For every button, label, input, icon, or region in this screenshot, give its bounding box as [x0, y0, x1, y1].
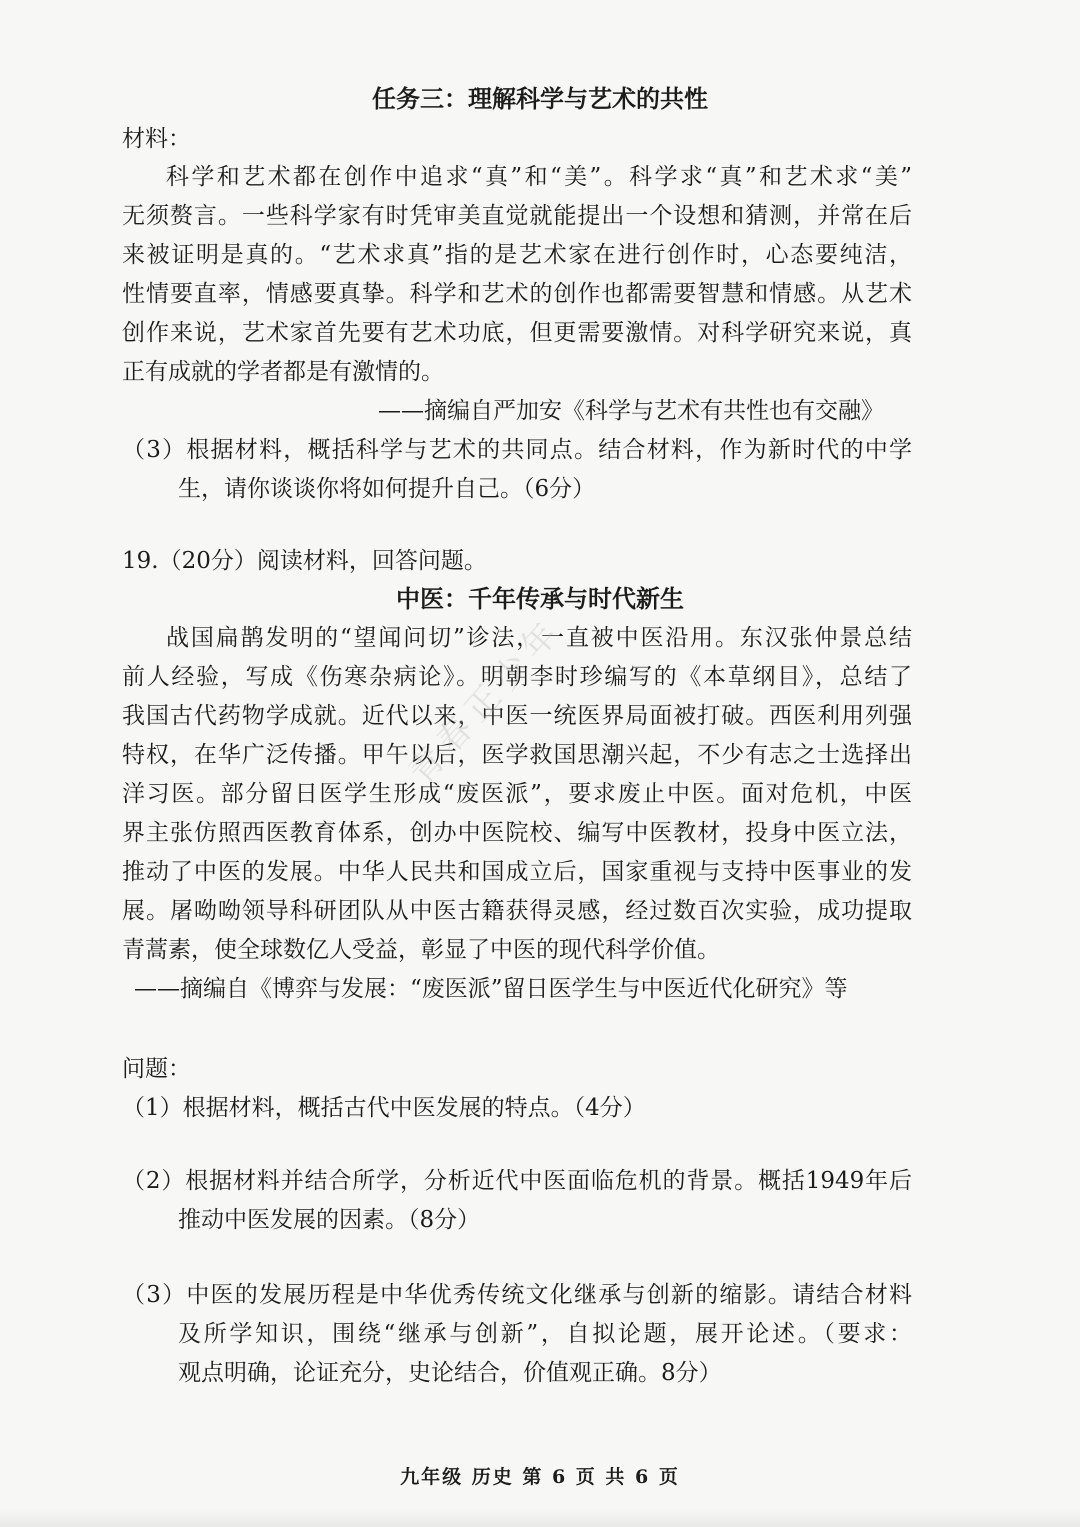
task3-paragraph-line-4: 性情要直率，情感要真挚。科学和艺术的创作也都需要智慧和情感。从艺术 [122, 281, 912, 307]
q19-paragraph-line-4: 特权，在华广泛传播。甲午以后，医学救国思潮兴起，不少有志之士选择出 [122, 742, 912, 768]
task3-question-3-line-1: （3）根据材料，概括科学与艺术的共同点。结合材料，作为新时代的中学 [122, 437, 912, 463]
q19-paragraph-line-7: 推动了中医的发展。中华人民共和国成立后，国家重视与支持中医事业的发 [122, 859, 912, 885]
page-footer: 九年级 历史 第 6 页 共 6 页 [400, 1466, 680, 1488]
q19-source: ——摘编自《博弈与发展：“废医派”留日医学生与中医近代化研究》等 [134, 976, 848, 1002]
material-label: 材料： [122, 126, 191, 152]
questions-label: 问题： [122, 1056, 191, 1082]
task3-question-3-line-2: 生，请你谈谈你将如何提升自己。（6分） [178, 476, 596, 502]
q19-paragraph-line-8: 展。屠呦呦领导科研团队从中医古籍获得灵感，经过数百次实验，成功提取 [122, 898, 912, 924]
q19-question-3-line-1: （3）中医的发展历程是中华优秀传统文化继承与创新的缩影。请结合材料 [122, 1282, 912, 1308]
task3-title: 任务三：理解科学与艺术的共性 [372, 84, 708, 113]
page-edge-shadow [0, 1509, 1080, 1527]
task3-paragraph-line-3: 来被证明是真的。“艺术求真”指的是艺术家在进行创作时，心态要纯洁， [122, 242, 912, 268]
task3-paragraph-line-2: 无须赘言。一些科学家有时凭审美直觉就能提出一个设想和猜测，并常在后 [122, 203, 912, 229]
watermark: 青春正少年 [400, 609, 572, 793]
q19-paragraph-line-2: 前人经验，写成《伤寒杂病论》。明朝李时珍编写的《本草纲目》，总结了 [122, 664, 912, 690]
q19-question-3-line-3: 观点明确，论证充分，史论结合，价值观正确。8分） [178, 1360, 722, 1386]
q19-title: 中医：千年传承与时代新生 [396, 584, 684, 613]
task3-paragraph-line-6: 正有成就的学者都是有激情的。 [122, 359, 444, 385]
q19-paragraph-line-3: 我国古代药物学成就。近代以来，中医一统医界局面被打破。西医利用列强 [122, 703, 912, 729]
q19-question-1: （1）根据材料，概括古代中医发展的特点。（4分） [122, 1095, 646, 1121]
q19-header: 19.（20分）阅读材料，回答问题。 [122, 548, 487, 574]
q19-paragraph-line-5: 洋习医。部分留日医学生形成“废医派”，要求废止中医。面对危机，中医 [122, 781, 912, 807]
task3-paragraph-line-5: 创作来说，艺术家首先要有艺术功底，但更需要激情。对科学研究来说，真 [122, 320, 912, 346]
q19-question-2-line-2: 推动中医发展的因素。（8分） [178, 1207, 481, 1233]
q19-question-3-line-2: 及所学知识，围绕“继承与创新”，自拟论题，展开论述。（要求： [178, 1321, 912, 1347]
task3-source: ——摘编自严加安《科学与艺术有共性也有交融》 [378, 398, 884, 424]
q19-paragraph-line-6: 界主张仿照西医教育体系，创办中医院校、编写中医教材，投身中医立法， [122, 820, 912, 846]
q19-question-2-line-1: （2）根据材料并结合所学，分析近代中医面临危机的背景。概括1949年后 [122, 1168, 912, 1194]
q19-paragraph-line-1: 战国扁鹊发明的“望闻问切”诊法，一直被中医沿用。东汉张仲景总结 [166, 625, 912, 651]
task3-paragraph-line-1: 科学和艺术都在创作中追求“真”和“美”。科学求“真”和艺术求“美” [166, 164, 912, 190]
q19-paragraph-line-9: 青蒿素，使全球数亿人受益，彰显了中医的现代科学价值。 [122, 937, 720, 963]
